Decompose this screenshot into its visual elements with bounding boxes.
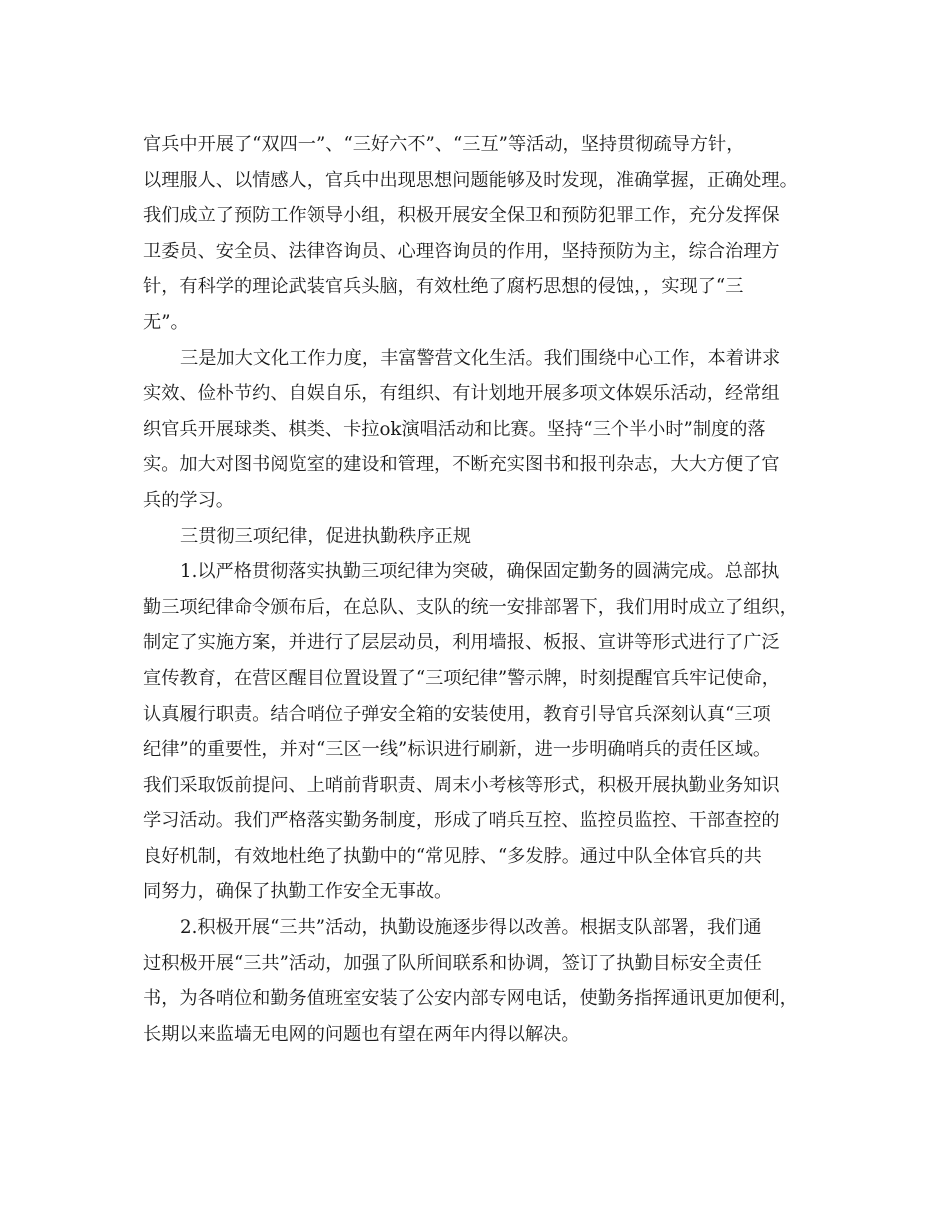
document-body: [143, 127, 808, 1052]
text-line: 认真履行职责。结合哨位子弹安全箱的安装使用，教育引导官兵深刻认真“三项: [143, 703, 771, 725]
text-line: 我们成立了预防工作领导小组，积极开展安全保卫和预防犯罪工作，充分发挥保: [143, 205, 780, 227]
text-line: 长期以来监墙无电网的问题也有望在两年内得以解决。: [143, 1023, 580, 1045]
text-line: 宣传教育，在营区醒目位置设置了“三项纪律”警示牌，时刻提醒官兵牢记使命，: [143, 667, 780, 689]
text-line: 实效、俭朴节约、自娱自乐，有组织、有计划地开展多项文体娱乐活动，经常组: [143, 383, 780, 405]
text-line: 良好机制，有效地杜绝了执勤中的“常见脖、“多发脖。通过中队全体官兵的共: [143, 845, 762, 867]
text-line: 织官兵开展球类、棋类、卡拉ok演唱活动和比赛。坚持“三个半小时”制度的落: [143, 418, 766, 440]
text-line: 我们采取饭前提问、上哨前背职责、周末小考核等形式，积极开展执勤业务知识: [143, 774, 780, 796]
paragraph-first-line: 三是加大文化工作力度，丰富警营文化生活。我们围绕中心工作，本着讲求: [180, 347, 781, 369]
paragraph-first-line: 2.积极开展“三共”活动，执勤设施逐步得以改善。根据支队部署，我们通: [180, 917, 762, 939]
text-line: 以理服人、以情感人，官兵中出现思想问题能够及时发现，准确掌握，正确处理。: [143, 169, 798, 191]
text-line: 学习活动。我们严格落实勤务制度，形成了哨兵互控、监控员监控、干部查控的: [143, 810, 780, 832]
text-line: 纪律”的重要性，并对“三区一线”标识进行刷新，进一步明确哨兵的责任区域。: [143, 739, 772, 761]
text-line: 官兵中开展了“双四一”、“三好六不”、“三互”等活动，坚持贯彻疏导方针，: [143, 134, 745, 155]
text-line: 勤三项纪律命令颁布后，在总队、支队的统一安排部署下，我们用时成立了组织，: [143, 596, 798, 618]
text-line: 卫委员、安全员、法律咨询员、心理咨询员的作用，坚持预防为主，综合治理方: [143, 240, 780, 262]
text-line: 制定了实施方案，并进行了层层动员，利用墙报、板报、宣讲等形式进行了广泛: [143, 632, 780, 654]
paragraph-first-line: 三贯彻三项纪律，促进执勤秩序正规: [180, 525, 472, 547]
text-line: 实。加大对图书阅览室的建设和管理，不断充实图书和报刊杂志，大大方便了官: [143, 454, 780, 476]
text-line: 针，有科学的理论武装官兵头脑，有效杜绝了腐朽思想的侵蚀，，实现了“三: [143, 276, 744, 298]
text-line: 书，为各哨位和勤务值班室安装了公安内部专网电话，使勤务指挥通讯更加便利，: [143, 988, 798, 1010]
text-line: 过积极开展“三共”活动，加强了队所间联系和协调，签订了执勤目标安全责任: [143, 952, 762, 974]
text-line: 无”。: [143, 311, 189, 333]
text-line: 兵的学习。: [143, 489, 234, 511]
paragraph-first-line: 1.以严格贯彻落实执勤三项纪律为突破，确保固定勤务的圆满完成。总部执: [180, 561, 780, 583]
text-line: 同努力，确保了执勤工作安全无事故。: [143, 881, 453, 903]
